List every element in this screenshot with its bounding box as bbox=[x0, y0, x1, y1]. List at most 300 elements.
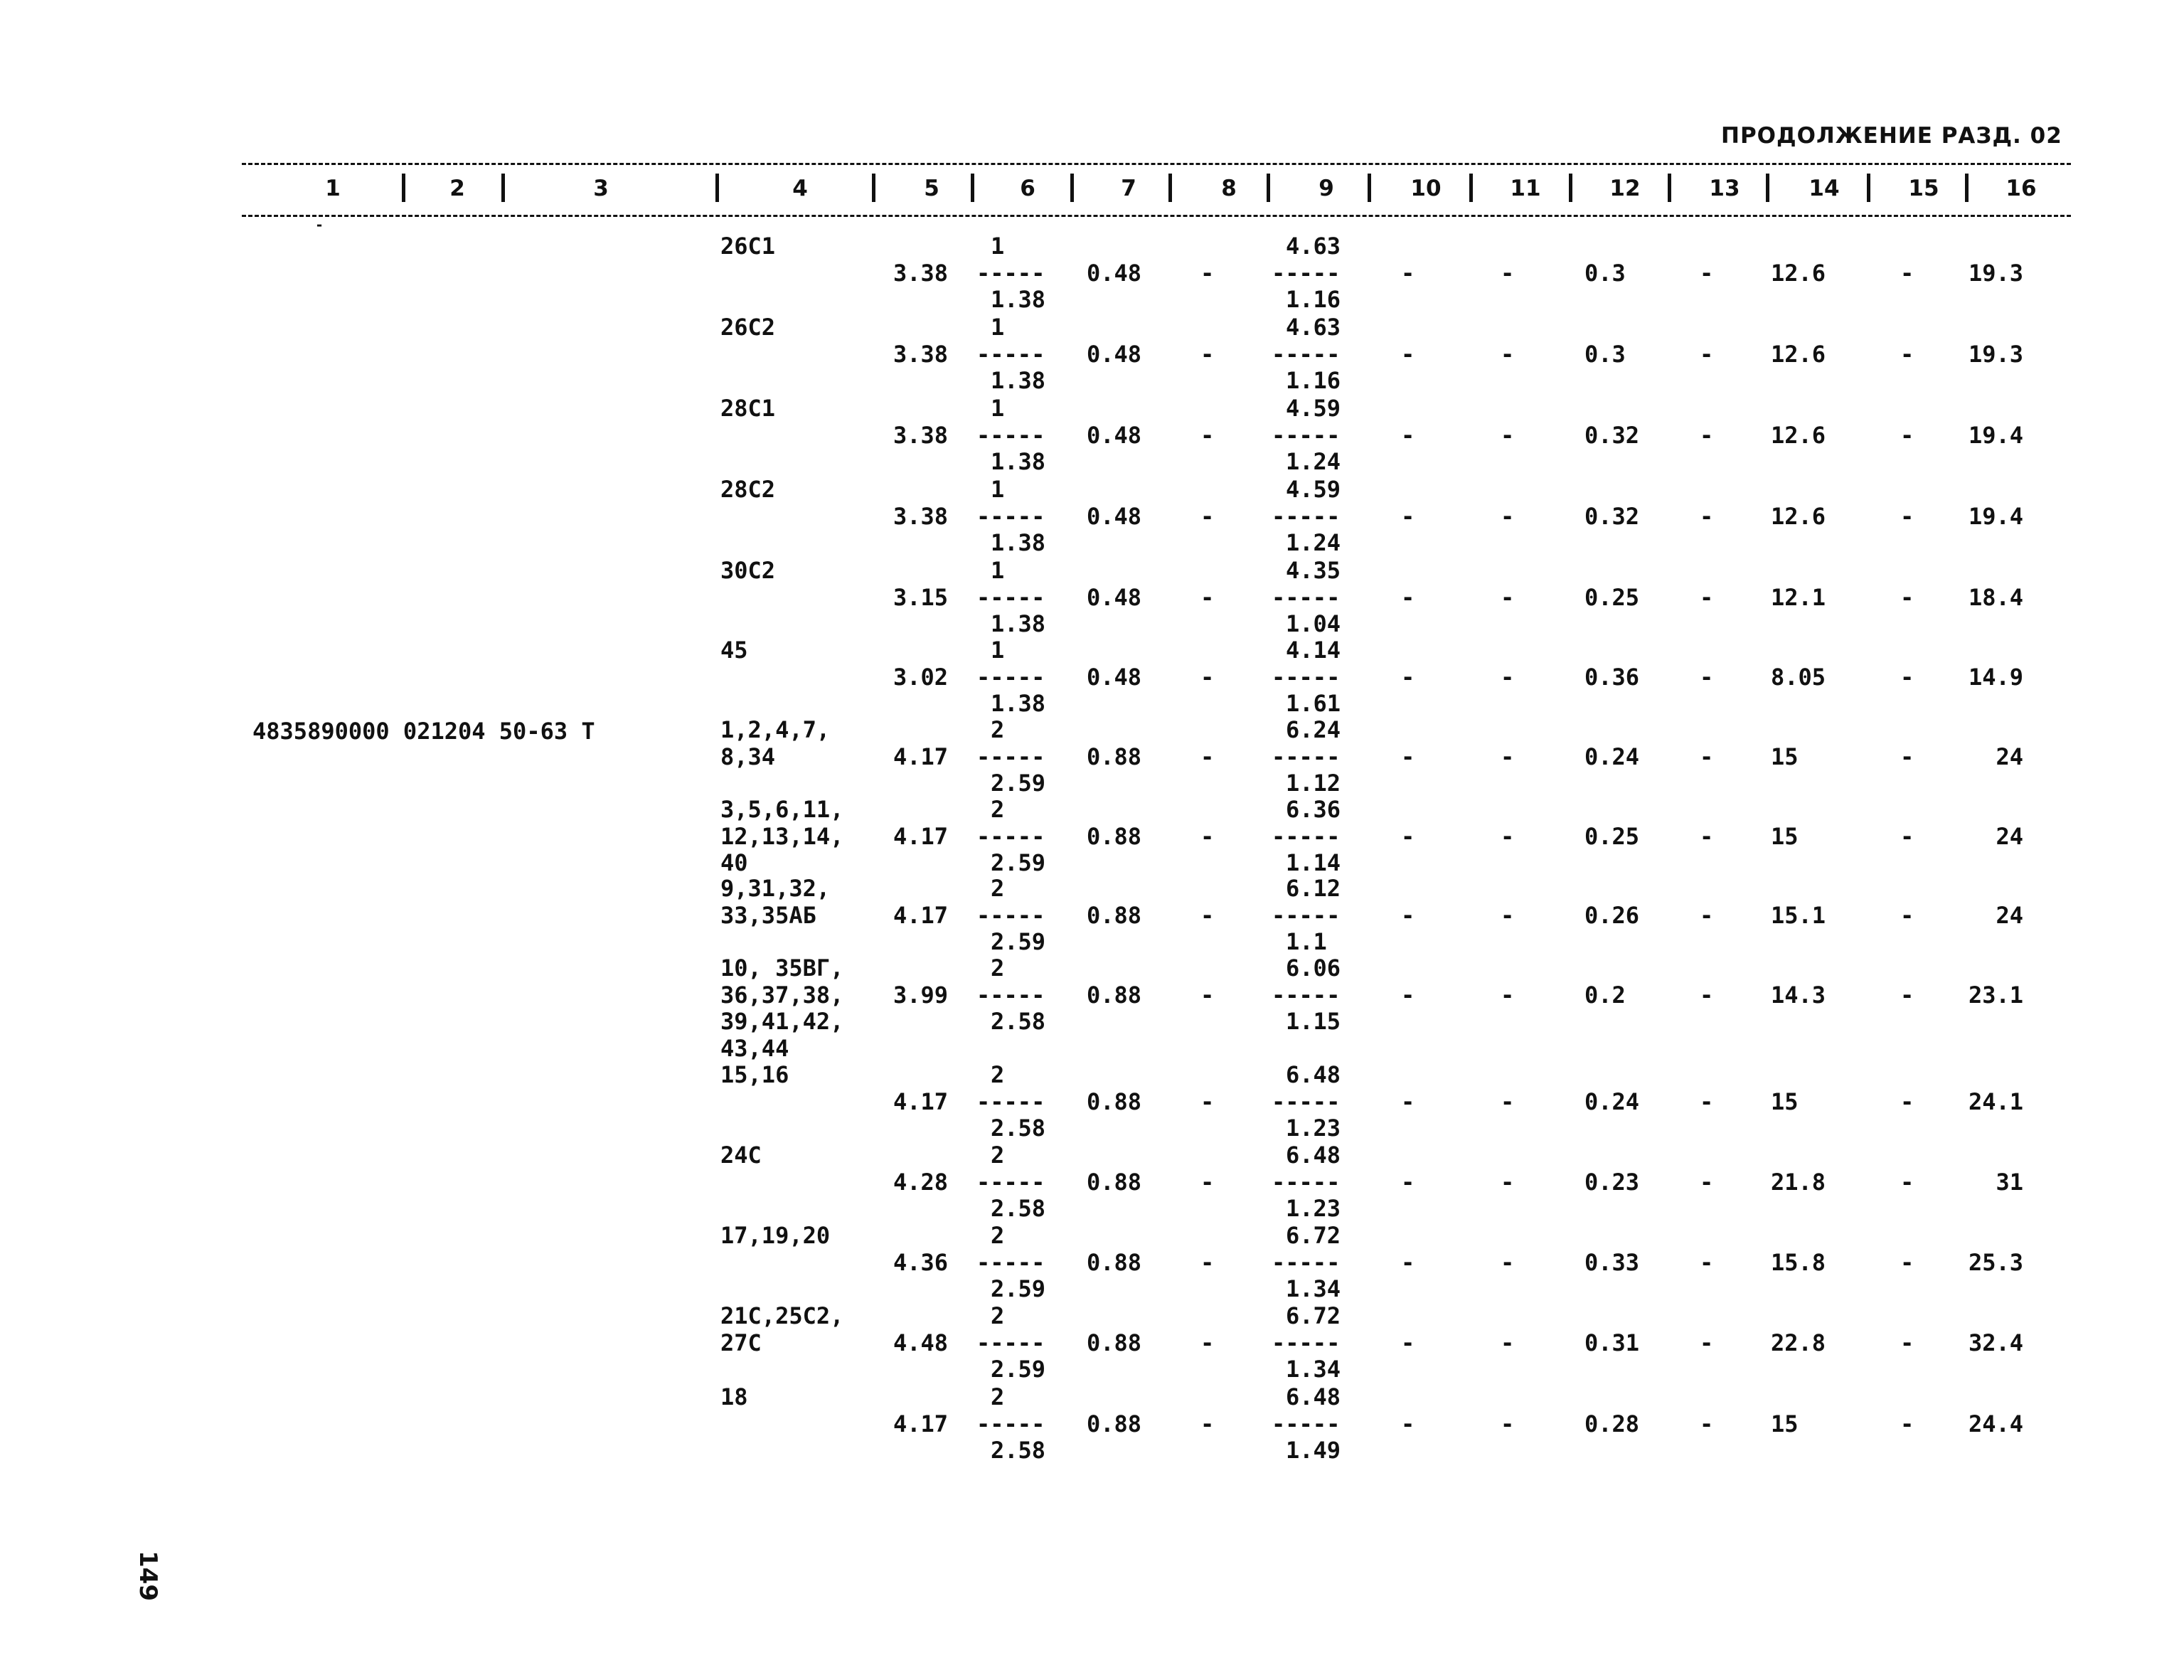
col5-value: 4.36 bbox=[893, 1248, 948, 1276]
col15-value: - bbox=[1900, 340, 1914, 368]
designation-text: 36,37,38, bbox=[720, 981, 844, 1009]
col5-value: 4.17 bbox=[893, 1088, 948, 1115]
col12-value: 0.25 bbox=[1584, 822, 1640, 850]
col11-value: - bbox=[1501, 259, 1515, 287]
col8-value: - bbox=[1200, 1248, 1215, 1276]
col6-numerator: 2 bbox=[991, 1222, 1005, 1249]
col10-value: - bbox=[1401, 340, 1415, 368]
col7-value: 0.88 bbox=[1087, 1168, 1142, 1196]
col13-value: - bbox=[1700, 421, 1714, 449]
col6-numerator: 2 bbox=[991, 1061, 1005, 1088]
col16-value: 19.4 bbox=[1968, 421, 2023, 449]
col5-value: 4.48 bbox=[893, 1329, 948, 1356]
column-header-9: 9 bbox=[1319, 176, 1334, 201]
col9-numerator: 4.14 bbox=[1286, 637, 1341, 664]
column-separator bbox=[1368, 174, 1371, 202]
col13-value: - bbox=[1700, 901, 1714, 929]
col6-fraction-bar: ----- bbox=[976, 1088, 1045, 1115]
product-code-label: 4835890000 021204 50-63 T bbox=[252, 718, 595, 745]
col9-denominator: 1.12 bbox=[1286, 770, 1341, 797]
col14-value: 21.8 bbox=[1771, 1168, 1826, 1196]
col9-denominator: 1.34 bbox=[1286, 1275, 1341, 1302]
col9-numerator: 6.48 bbox=[1286, 1383, 1341, 1410]
col9-fraction-bar: ----- bbox=[1272, 1410, 1341, 1437]
col16-value: 19.3 bbox=[1968, 340, 2023, 368]
col6-numerator: 2 bbox=[991, 1383, 1005, 1410]
col6-denominator: 1.38 bbox=[991, 286, 1046, 313]
designation-text: 9,31,32, bbox=[720, 875, 831, 902]
column-separator bbox=[1766, 174, 1769, 202]
col14-value: 15 bbox=[1771, 743, 1799, 770]
col11-value: - bbox=[1501, 1248, 1515, 1276]
column-header-10: 10 bbox=[1410, 176, 1442, 201]
col8-value: - bbox=[1200, 1410, 1215, 1437]
column-header-12: 12 bbox=[1609, 176, 1641, 201]
col7-value: 0.48 bbox=[1087, 259, 1142, 287]
col6-fraction-bar: ----- bbox=[976, 1248, 1045, 1276]
column-header-11: 11 bbox=[1510, 176, 1541, 201]
col12-value: 0.3 bbox=[1584, 259, 1626, 287]
col9-denominator: 1.14 bbox=[1286, 849, 1341, 876]
col5-value: 4.17 bbox=[893, 822, 948, 850]
designation-text: 21C,25C2, bbox=[720, 1302, 844, 1329]
designation-text: 3,5,6,11, bbox=[720, 796, 844, 823]
col6-fraction-bar: ----- bbox=[976, 822, 1045, 850]
col12-value: 0.32 bbox=[1584, 421, 1640, 449]
col9-denominator: 1.1 bbox=[1286, 928, 1327, 955]
col6-fraction-bar: ----- bbox=[976, 663, 1045, 691]
col9-fraction-bar: ----- bbox=[1272, 1329, 1341, 1356]
col9-numerator: 4.35 bbox=[1286, 557, 1341, 584]
col5-value: 3.38 bbox=[893, 421, 948, 449]
col8-value: - bbox=[1200, 901, 1215, 929]
col6-denominator: 1.38 bbox=[991, 690, 1046, 717]
col16-value: 19.4 bbox=[1968, 502, 2023, 530]
col9-numerator: 4.59 bbox=[1286, 476, 1341, 503]
col5-value: 3.38 bbox=[893, 340, 948, 368]
col5-value: 4.17 bbox=[893, 743, 948, 770]
col9-numerator: 6.48 bbox=[1286, 1142, 1341, 1169]
column-header-7: 7 bbox=[1121, 176, 1136, 201]
col16-value: 32.4 bbox=[1968, 1329, 2023, 1356]
col9-fraction-bar: ----- bbox=[1272, 421, 1341, 449]
col6-numerator: 2 bbox=[991, 796, 1005, 823]
col13-value: - bbox=[1700, 1248, 1714, 1276]
col9-numerator: 6.06 bbox=[1286, 955, 1341, 982]
col6-denominator: 2.59 bbox=[991, 1356, 1046, 1383]
col10-value: - bbox=[1401, 502, 1415, 530]
col12-value: 0.24 bbox=[1584, 743, 1640, 770]
column-header-2: 2 bbox=[449, 176, 465, 201]
col9-fraction-bar: ----- bbox=[1272, 259, 1341, 287]
col7-value: 0.48 bbox=[1087, 583, 1142, 611]
col12-value: 0.2 bbox=[1584, 981, 1626, 1009]
col14-value: 8.05 bbox=[1771, 663, 1826, 691]
col6-numerator: 1 bbox=[991, 637, 1005, 664]
col8-value: - bbox=[1200, 502, 1215, 530]
col6-denominator: 2.58 bbox=[991, 1195, 1046, 1222]
col10-value: - bbox=[1401, 822, 1415, 850]
col11-value: - bbox=[1501, 340, 1515, 368]
col6-numerator: 1 bbox=[991, 557, 1005, 584]
col10-value: - bbox=[1401, 1088, 1415, 1115]
col9-denominator: 1.61 bbox=[1286, 690, 1341, 717]
col5-value: 3.38 bbox=[893, 502, 948, 530]
col14-value: 15 bbox=[1771, 822, 1799, 850]
col5-value: 4.17 bbox=[893, 901, 948, 929]
col9-denominator: 1.24 bbox=[1286, 448, 1341, 475]
col13-value: - bbox=[1700, 663, 1714, 691]
col9-fraction-bar: ----- bbox=[1272, 1168, 1341, 1196]
col9-denominator: 1.15 bbox=[1286, 1008, 1341, 1035]
col10-value: - bbox=[1401, 421, 1415, 449]
col5-value: 3.02 bbox=[893, 663, 948, 691]
designation-text: 40 bbox=[720, 849, 748, 876]
col5-value: 4.28 bbox=[893, 1168, 948, 1196]
col6-fraction-bar: ----- bbox=[976, 583, 1045, 611]
col6-fraction-bar: ----- bbox=[976, 743, 1045, 770]
col16-value: 19.3 bbox=[1968, 259, 2023, 287]
col13-value: - bbox=[1700, 981, 1714, 1009]
col6-denominator: 2.58 bbox=[991, 1008, 1046, 1035]
col6-numerator: 2 bbox=[991, 716, 1005, 743]
col14-value: 12.6 bbox=[1771, 340, 1826, 368]
col13-value: - bbox=[1700, 822, 1714, 850]
col10-value: - bbox=[1401, 1248, 1415, 1276]
col14-value: 12.1 bbox=[1771, 583, 1826, 611]
col11-value: - bbox=[1501, 743, 1515, 770]
col15-value: - bbox=[1900, 981, 1914, 1009]
col10-value: - bbox=[1401, 583, 1415, 611]
designation-text: 8,34 bbox=[720, 743, 776, 770]
column-header-5: 5 bbox=[924, 176, 939, 201]
column-separator bbox=[1569, 174, 1572, 202]
col9-denominator: 1.16 bbox=[1286, 286, 1341, 313]
col10-value: - bbox=[1401, 663, 1415, 691]
col6-denominator: 2.58 bbox=[991, 1437, 1046, 1464]
designation-text: 27C bbox=[720, 1329, 762, 1356]
col12-value: 0.25 bbox=[1584, 583, 1640, 611]
col16-value: 24 bbox=[1996, 822, 2023, 850]
col8-value: - bbox=[1200, 743, 1215, 770]
col14-value: 15 bbox=[1771, 1088, 1799, 1115]
col6-denominator: 1.38 bbox=[991, 529, 1046, 556]
col5-value: 3.99 bbox=[893, 981, 948, 1009]
col13-value: - bbox=[1700, 259, 1714, 287]
designation-text: 18 bbox=[720, 1383, 748, 1410]
designation-text: 26C2 bbox=[720, 314, 776, 341]
col13-value: - bbox=[1700, 1168, 1714, 1196]
designation-text: 24C bbox=[720, 1142, 762, 1169]
col15-value: - bbox=[1900, 663, 1914, 691]
column-header-1: 1 bbox=[325, 176, 341, 201]
col11-value: - bbox=[1501, 502, 1515, 530]
col12-value: 0.36 bbox=[1584, 663, 1640, 691]
col11-value: - bbox=[1501, 421, 1515, 449]
col6-denominator: 1.38 bbox=[991, 448, 1046, 475]
col8-value: - bbox=[1200, 583, 1215, 611]
col9-denominator: 1.04 bbox=[1286, 610, 1341, 637]
col9-denominator: 1.34 bbox=[1286, 1356, 1341, 1383]
col6-numerator: 1 bbox=[991, 233, 1005, 260]
designation-text: 17,19,20 bbox=[720, 1222, 831, 1249]
col10-value: - bbox=[1401, 901, 1415, 929]
col6-denominator: 2.58 bbox=[991, 1115, 1046, 1142]
col10-value: - bbox=[1401, 1329, 1415, 1356]
col15-value: - bbox=[1900, 1248, 1914, 1276]
designation-text: 26C1 bbox=[720, 233, 776, 260]
col6-denominator: 1.38 bbox=[991, 367, 1046, 394]
col16-value: 25.3 bbox=[1968, 1248, 2023, 1276]
col16-value: 31 bbox=[1996, 1168, 2023, 1196]
col6-fraction-bar: ----- bbox=[976, 421, 1045, 449]
col9-denominator: 1.16 bbox=[1286, 367, 1341, 394]
col8-value: - bbox=[1200, 822, 1215, 850]
col9-denominator: 1.23 bbox=[1286, 1115, 1341, 1142]
col6-numerator: 1 bbox=[991, 314, 1005, 341]
col12-value: 0.31 bbox=[1584, 1329, 1640, 1356]
col7-value: 0.88 bbox=[1087, 1248, 1142, 1276]
col6-numerator: 2 bbox=[991, 1142, 1005, 1169]
col6-denominator: 1.38 bbox=[991, 610, 1046, 637]
col13-value: - bbox=[1700, 502, 1714, 530]
col7-value: 0.48 bbox=[1087, 421, 1142, 449]
col7-value: 0.48 bbox=[1087, 340, 1142, 368]
designation-text: 28C2 bbox=[720, 476, 776, 503]
header-bottom-rule bbox=[242, 215, 2071, 217]
col6-fraction-bar: ----- bbox=[976, 340, 1045, 368]
col9-fraction-bar: ----- bbox=[1272, 1088, 1341, 1115]
col10-value: - bbox=[1401, 1410, 1415, 1437]
col9-numerator: 4.63 bbox=[1286, 314, 1341, 341]
stray-mark: - bbox=[315, 216, 324, 233]
designation-text: 1,2,4,7, bbox=[720, 716, 831, 743]
col9-denominator: 1.24 bbox=[1286, 529, 1341, 556]
column-separator bbox=[402, 174, 405, 202]
col8-value: - bbox=[1200, 259, 1215, 287]
section-title: ПРОДОЛЖЕНИЕ РАЗД. 02 bbox=[1721, 123, 2062, 149]
col8-value: - bbox=[1200, 1088, 1215, 1115]
column-separator bbox=[1070, 174, 1074, 202]
col14-value: 15.1 bbox=[1771, 901, 1826, 929]
col6-fraction-bar: ----- bbox=[976, 502, 1045, 530]
col8-value: - bbox=[1200, 1329, 1215, 1356]
column-header-4: 4 bbox=[792, 176, 808, 201]
col9-fraction-bar: ----- bbox=[1272, 981, 1341, 1009]
col9-numerator: 6.72 bbox=[1286, 1302, 1341, 1329]
column-header-16: 16 bbox=[2005, 176, 2037, 201]
col6-fraction-bar: ----- bbox=[976, 1168, 1045, 1196]
col15-value: - bbox=[1900, 259, 1914, 287]
col6-denominator: 2.59 bbox=[991, 1275, 1046, 1302]
col9-fraction-bar: ----- bbox=[1272, 822, 1341, 850]
column-header-6: 6 bbox=[1020, 176, 1035, 201]
col15-value: - bbox=[1900, 822, 1914, 850]
col6-fraction-bar: ----- bbox=[976, 901, 1045, 929]
col14-value: 14.3 bbox=[1771, 981, 1826, 1009]
col7-value: 0.48 bbox=[1087, 502, 1142, 530]
col11-value: - bbox=[1501, 1329, 1515, 1356]
designation-text: 15,16 bbox=[720, 1061, 789, 1088]
col6-denominator: 2.59 bbox=[991, 849, 1046, 876]
col5-value: 3.15 bbox=[893, 583, 948, 611]
designation-text: 39,41,42, bbox=[720, 1008, 844, 1035]
col12-value: 0.3 bbox=[1584, 340, 1626, 368]
col6-numerator: 2 bbox=[991, 875, 1005, 902]
col9-fraction-bar: ----- bbox=[1272, 1248, 1341, 1276]
col11-value: - bbox=[1501, 1088, 1515, 1115]
col16-value: 24 bbox=[1996, 901, 2023, 929]
col6-fraction-bar: ----- bbox=[976, 1410, 1045, 1437]
col16-value: 18.4 bbox=[1968, 583, 2023, 611]
col11-value: - bbox=[1501, 981, 1515, 1009]
col13-value: - bbox=[1700, 1088, 1714, 1115]
col8-value: - bbox=[1200, 981, 1215, 1009]
col15-value: - bbox=[1900, 502, 1914, 530]
col15-value: - bbox=[1900, 583, 1914, 611]
col8-value: - bbox=[1200, 421, 1215, 449]
col14-value: 12.6 bbox=[1771, 421, 1826, 449]
column-separator bbox=[1168, 174, 1172, 202]
col8-value: - bbox=[1200, 340, 1215, 368]
col9-fraction-bar: ----- bbox=[1272, 663, 1341, 691]
col7-value: 0.88 bbox=[1087, 1088, 1142, 1115]
col15-value: - bbox=[1900, 1410, 1914, 1437]
col11-value: - bbox=[1501, 822, 1515, 850]
col8-value: - bbox=[1200, 1168, 1215, 1196]
col9-denominator: 1.49 bbox=[1286, 1437, 1341, 1464]
col7-value: 0.88 bbox=[1087, 1410, 1142, 1437]
col15-value: - bbox=[1900, 1168, 1914, 1196]
designation-text: 45 bbox=[720, 637, 748, 664]
column-separator bbox=[1965, 174, 1969, 202]
col9-numerator: 6.24 bbox=[1286, 716, 1341, 743]
col16-value: 24 bbox=[1996, 743, 2023, 770]
col6-fraction-bar: ----- bbox=[976, 1329, 1045, 1356]
col11-value: - bbox=[1501, 583, 1515, 611]
column-header-15: 15 bbox=[1908, 176, 1939, 201]
col9-fraction-bar: ----- bbox=[1272, 583, 1341, 611]
designation-text: 43,44 bbox=[720, 1034, 789, 1062]
designation-text: 28C1 bbox=[720, 395, 776, 422]
col7-value: 0.88 bbox=[1087, 743, 1142, 770]
col8-value: - bbox=[1200, 663, 1215, 691]
col14-value: 22.8 bbox=[1771, 1329, 1826, 1356]
col9-fraction-bar: ----- bbox=[1272, 901, 1341, 929]
col16-value: 24.4 bbox=[1968, 1410, 2023, 1437]
col16-value: 24.1 bbox=[1968, 1088, 2023, 1115]
col6-denominator: 2.59 bbox=[991, 928, 1046, 955]
page-number: 149 bbox=[134, 1551, 162, 1601]
col13-value: - bbox=[1700, 1329, 1714, 1356]
col14-value: 12.6 bbox=[1771, 502, 1826, 530]
col9-numerator: 6.36 bbox=[1286, 796, 1341, 823]
col9-numerator: 6.12 bbox=[1286, 875, 1341, 902]
column-header-14: 14 bbox=[1809, 176, 1840, 201]
col9-fraction-bar: ----- bbox=[1272, 743, 1341, 770]
col5-value: 4.17 bbox=[893, 1410, 948, 1437]
col12-value: 0.26 bbox=[1584, 901, 1640, 929]
col6-numerator: 1 bbox=[991, 476, 1005, 503]
column-header-13: 13 bbox=[1709, 176, 1740, 201]
col6-fraction-bar: ----- bbox=[976, 981, 1045, 1009]
col10-value: - bbox=[1401, 259, 1415, 287]
column-separator bbox=[1469, 174, 1473, 202]
col11-value: - bbox=[1501, 1168, 1515, 1196]
col16-value: 14.9 bbox=[1968, 663, 2023, 691]
column-separator bbox=[872, 174, 875, 202]
col12-value: 0.23 bbox=[1584, 1168, 1640, 1196]
col15-value: - bbox=[1900, 901, 1914, 929]
col15-value: - bbox=[1900, 1088, 1914, 1115]
designation-text: 12,13,14, bbox=[720, 822, 844, 850]
column-separator bbox=[1867, 174, 1870, 202]
col12-value: 0.32 bbox=[1584, 502, 1640, 530]
designation-text: 33,35АБ bbox=[720, 901, 816, 929]
col15-value: - bbox=[1900, 743, 1914, 770]
col10-value: - bbox=[1401, 1168, 1415, 1196]
col14-value: 12.6 bbox=[1771, 259, 1826, 287]
column-separator bbox=[971, 174, 974, 202]
col9-numerator: 6.48 bbox=[1286, 1061, 1341, 1088]
col11-value: - bbox=[1501, 663, 1515, 691]
col6-numerator: 2 bbox=[991, 955, 1005, 982]
col7-value: 0.88 bbox=[1087, 901, 1142, 929]
col13-value: - bbox=[1700, 1410, 1714, 1437]
col7-value: 0.88 bbox=[1087, 822, 1142, 850]
col5-value: 3.38 bbox=[893, 259, 948, 287]
column-separator bbox=[715, 174, 719, 202]
col6-numerator: 2 bbox=[991, 1302, 1005, 1329]
col11-value: - bbox=[1501, 901, 1515, 929]
designation-text: 30C2 bbox=[720, 557, 776, 584]
col7-value: 0.88 bbox=[1087, 1329, 1142, 1356]
col13-value: - bbox=[1700, 340, 1714, 368]
column-separator bbox=[1267, 174, 1270, 202]
col6-denominator: 2.59 bbox=[991, 770, 1046, 797]
col16-value: 23.1 bbox=[1968, 981, 2023, 1009]
col15-value: - bbox=[1900, 1329, 1914, 1356]
col12-value: 0.24 bbox=[1584, 1088, 1640, 1115]
col7-value: 0.48 bbox=[1087, 663, 1142, 691]
col9-fraction-bar: ----- bbox=[1272, 340, 1341, 368]
col12-value: 0.33 bbox=[1584, 1248, 1640, 1276]
col14-value: 15.8 bbox=[1771, 1248, 1826, 1276]
col15-value: - bbox=[1900, 421, 1914, 449]
col7-value: 0.88 bbox=[1087, 981, 1142, 1009]
column-header-3: 3 bbox=[593, 176, 609, 201]
column-separator bbox=[1668, 174, 1671, 202]
col9-denominator: 1.23 bbox=[1286, 1195, 1341, 1222]
col13-value: - bbox=[1700, 583, 1714, 611]
designation-text: 10, 35ВГ, bbox=[720, 955, 844, 982]
col6-fraction-bar: ----- bbox=[976, 259, 1045, 287]
header-top-rule bbox=[242, 163, 2071, 165]
col12-value: 0.28 bbox=[1584, 1410, 1640, 1437]
col9-fraction-bar: ----- bbox=[1272, 502, 1341, 530]
col10-value: - bbox=[1401, 981, 1415, 1009]
col14-value: 15 bbox=[1771, 1410, 1799, 1437]
col9-numerator: 4.63 bbox=[1286, 233, 1341, 260]
column-header-8: 8 bbox=[1221, 176, 1237, 201]
col9-numerator: 6.72 bbox=[1286, 1222, 1341, 1249]
col9-numerator: 4.59 bbox=[1286, 395, 1341, 422]
column-separator bbox=[501, 174, 505, 202]
col6-numerator: 1 bbox=[991, 395, 1005, 422]
col11-value: - bbox=[1501, 1410, 1515, 1437]
col13-value: - bbox=[1700, 743, 1714, 770]
col10-value: - bbox=[1401, 743, 1415, 770]
